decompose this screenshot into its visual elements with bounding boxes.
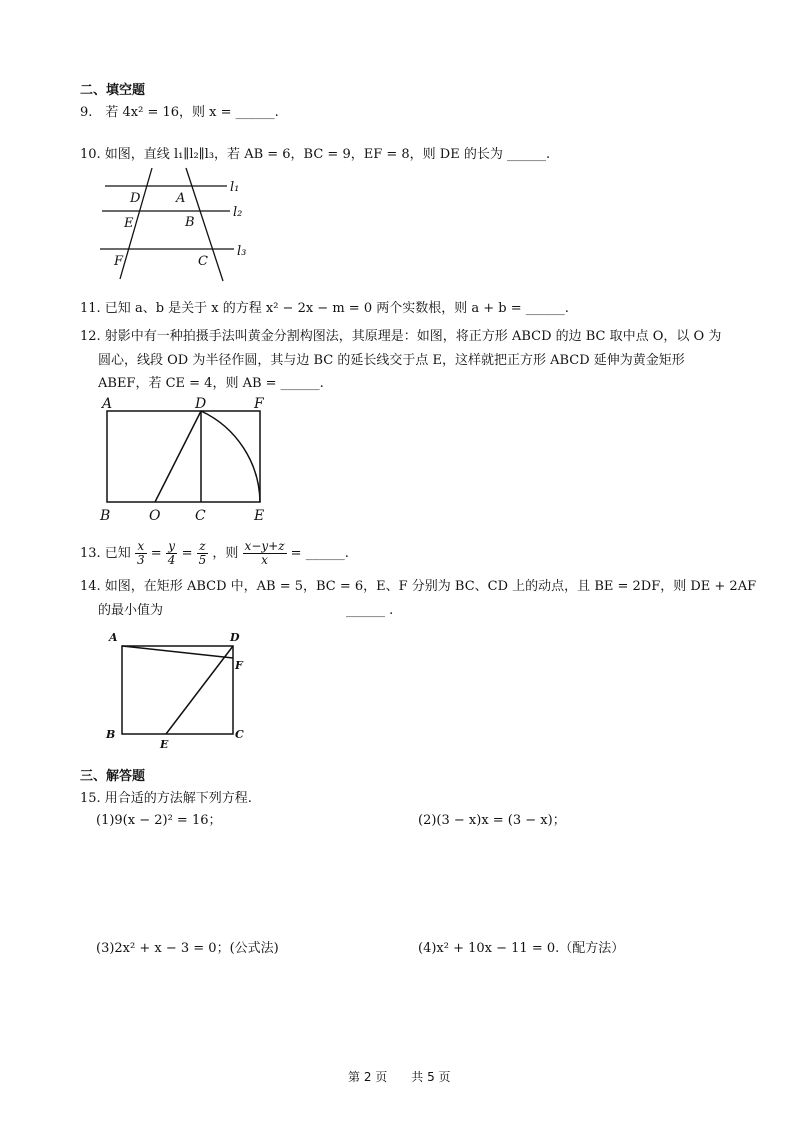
q14-rectangle-figure bbox=[104, 628, 252, 750]
segment-af bbox=[122, 646, 233, 658]
question-15-part-1: (1)9(x − 2)² = 16； bbox=[96, 813, 222, 828]
fraction-x-over-3: $\frac{x}{3}$ bbox=[136, 539, 145, 567]
label-C: C bbox=[198, 254, 208, 269]
question-15-part-4: (4)x² + 10x − 11 = 0.（配方法） bbox=[418, 941, 625, 956]
section-heading-solve: 三、解答题 bbox=[80, 769, 146, 784]
question-14-line-2: 的最小值为 bbox=[98, 603, 164, 618]
label-F: F bbox=[114, 254, 124, 269]
label-D: D bbox=[130, 191, 141, 206]
rectangle-abcd bbox=[122, 646, 233, 734]
q13-middle: ，则 bbox=[212, 546, 239, 561]
question-14-blank: ______ . bbox=[346, 603, 394, 618]
label-E: E bbox=[124, 216, 134, 231]
q12-golden-rectangle-figure bbox=[96, 392, 276, 524]
question-13 bbox=[80, 540, 349, 568]
q13-equals-1: = bbox=[150, 546, 162, 561]
question-15-part-2: (2)(3 − x)x = (3 − x)； bbox=[418, 813, 566, 828]
question-12-line-2: 圆心，线段 OD 为半径作圆，其与边 BC 的延长线交于点 E，这样就把正方形 ABCD 延伸为黄金矩形 bbox=[98, 353, 685, 368]
label-D: D bbox=[195, 396, 207, 412]
label-l3: l₃ bbox=[237, 244, 247, 259]
label-E: E bbox=[254, 508, 265, 524]
label-B: B bbox=[185, 215, 195, 230]
page-footer: 第 2 页 共 5 页 bbox=[348, 1070, 451, 1084]
fraction-z-over-5: $\frac{z}{5}$ bbox=[198, 539, 207, 567]
label-O: O bbox=[149, 508, 161, 524]
question-12-line-1: 12. 射影中有一种拍摄手法叫黄金分割构图法，其原理是：如图，将正方形 ABCD 的边 BC 取中点 O，以 O 为 bbox=[80, 329, 722, 344]
segment-od bbox=[155, 411, 201, 502]
q13-suffix: = ______. bbox=[290, 546, 349, 561]
question-15-part-3: (3)2x² + x − 3 = 0；(公式法) bbox=[96, 941, 279, 956]
label-A: A bbox=[176, 191, 186, 206]
question-15-title: 15. 用合适的方法解下列方程. bbox=[80, 791, 252, 806]
q10-parallel-lines-figure bbox=[90, 164, 260, 288]
question-10: 10. 如图，直线 l₁∥l₂∥l₃，若 AB = 6，BC = 9，EF = 8，则 DE 的长为 ______. bbox=[80, 147, 551, 162]
arc-de bbox=[201, 411, 260, 502]
label-F: F bbox=[254, 396, 264, 412]
label-B: B bbox=[106, 728, 116, 741]
label-C: C bbox=[195, 508, 206, 524]
label-D: D bbox=[230, 631, 240, 644]
label-l2: l₂ bbox=[233, 205, 243, 220]
label-B: B bbox=[100, 508, 111, 524]
question-14-line-1: 14. 如图，在矩形 ABCD 中，AB = 5，BC = 6，E、F 分别为 BC、CD 上的动点，且 BE = 2DF，则 DE + 2AF bbox=[80, 579, 757, 594]
segment-de bbox=[166, 646, 233, 734]
section-heading-fill-blank: 二、填空题 bbox=[80, 83, 146, 98]
fraction-expression: $\frac{x-y+z}{x}$ bbox=[244, 539, 285, 567]
label-l1: l₁ bbox=[230, 180, 240, 195]
label-A: A bbox=[102, 396, 113, 412]
question-11: 11. 已知 a、b 是关于 x 的方程 x² − 2x − m = 0 两个实数根，则 a + b = ______. bbox=[80, 301, 569, 316]
fraction-y-over-4: $\frac{y}{4}$ bbox=[167, 539, 176, 567]
question-9: 9. 若 4x² = 16，则 x = ______. bbox=[80, 105, 279, 120]
label-C: C bbox=[235, 728, 244, 741]
rectangle-abef bbox=[107, 411, 260, 502]
label-E: E bbox=[160, 738, 169, 750]
q13-prefix: 13. 已知 bbox=[80, 546, 131, 561]
q13-equals-2: = bbox=[181, 546, 193, 561]
label-F: F bbox=[235, 659, 243, 672]
question-12-line-3: ABEF，若 CE = 4，则 AB = ______. bbox=[98, 376, 324, 391]
label-A: A bbox=[109, 631, 118, 644]
